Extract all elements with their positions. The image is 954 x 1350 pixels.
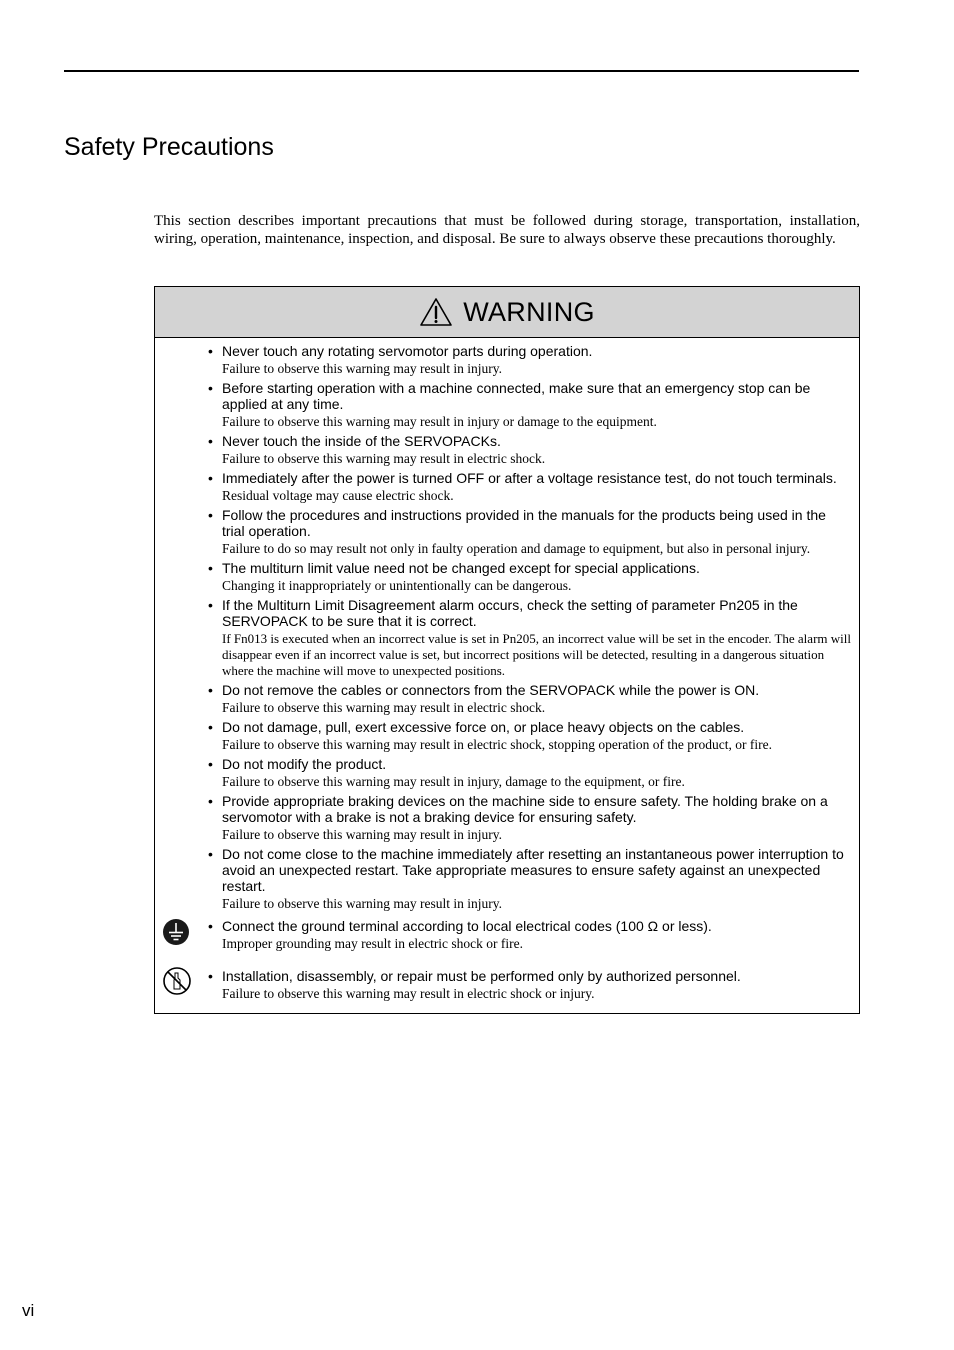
list-item bbox=[155, 597, 851, 679]
list-item bbox=[155, 433, 851, 467]
item-note: Changing it inappropriately or unintentionally can be dangerous. bbox=[222, 578, 572, 593]
item-note: Failure to observe this warning may result in injury. bbox=[222, 827, 502, 842]
warning-title: WARNING bbox=[463, 296, 595, 327]
ground-icon bbox=[162, 918, 190, 946]
list-item bbox=[155, 846, 851, 912]
intro-paragraph: This section describes important precautions that must be followed during storage, transportation, installation, wiring, operation, maintenance, inspection, and disposal. Be sure to always observe these precautions thoroughly. bbox=[154, 213, 860, 247]
item-note: Failure to observe this warning may result in electric shock or injury. bbox=[222, 986, 595, 1001]
list-item bbox=[155, 918, 851, 952]
item-note: If Fn013 is executed when an incorrect value is set in Pn205, an incorrect value will be set in the encoder. The alarm will disappear even if an incorrect value is set, but incorrect positions will be detected, resulting in a dangerous situation where the machine will move to unexpected positions. bbox=[222, 631, 851, 678]
header-rule bbox=[64, 70, 859, 72]
item-note: Improper grounding may result in electric shock or fire. bbox=[222, 936, 524, 951]
list-item bbox=[155, 560, 851, 594]
item-note: Failure to observe this warning may result in injury. bbox=[222, 361, 502, 376]
item-note: Failure to observe this warning may result in injury. bbox=[222, 896, 502, 911]
item-text: • Never touch the inside of the SERVOPACKs. bbox=[222, 433, 851, 449]
item-text: • Provide appropriate braking devices on the machine side to ensure safety. The holding brake on a servomotor with a brake is not a braking device for ensuring safety. bbox=[222, 793, 851, 825]
item-note: Failure to observe this warning may result in injury, damage to the equipment, or fire. bbox=[222, 774, 685, 789]
item-note: Failure to observe this warning may result in electric shock. bbox=[222, 700, 546, 715]
warning-header bbox=[155, 287, 859, 338]
item-text: • Connect the ground terminal according to local electrical codes (100 Ω or less). bbox=[222, 918, 851, 934]
item-text: • Do not come close to the machine immediately after resetting an instantaneous power interruption to avoid an unexpected restart. Take appropriate measures to ensure safety against an unexpected restart. bbox=[222, 846, 851, 894]
item-text: • Do not modify the product. bbox=[222, 756, 851, 772]
list-item bbox=[155, 719, 851, 753]
item-text: • Before starting operation with a machine connected, make sure that an emergency stop can be applied at any time. bbox=[222, 380, 851, 412]
list-item bbox=[155, 380, 851, 430]
item-text: • Do not remove the cables or connectors from the SERVOPACK while the power is ON. bbox=[222, 682, 851, 698]
item-text: • Immediately after the power is turned OFF or after a voltage resistance test, do not touch terminals. bbox=[222, 470, 851, 486]
item-text: • Follow the procedures and instructions provided in the manuals for the products being used in the trial operation. bbox=[222, 507, 851, 539]
item-text: • Never touch any rotating servomotor parts during operation. bbox=[222, 343, 851, 359]
list-item bbox=[155, 507, 851, 557]
page-title: Safety Precautions bbox=[64, 133, 274, 161]
warning-triangle-icon bbox=[419, 297, 453, 327]
list-item bbox=[155, 793, 851, 843]
item-text: • Do not damage, pull, exert excessive force on, or place heavy objects on the cables. bbox=[222, 719, 851, 735]
item-text: • The multiturn limit value need not be changed except for special applications. bbox=[222, 560, 851, 576]
item-note: Failure to observe this warning may result in injury or damage to the equipment. bbox=[222, 414, 657, 429]
item-note: Failure to do so may result not only in faulty operation and damage to equipment, but also in personal injury. bbox=[222, 541, 811, 556]
item-note: Failure to observe this warning may result in electric shock. bbox=[222, 451, 546, 466]
item-note: Residual voltage may cause electric shock. bbox=[222, 488, 454, 503]
warning-body bbox=[155, 338, 859, 1013]
list-item bbox=[155, 470, 851, 504]
no-disassembly-icon bbox=[162, 966, 192, 996]
page-number: vi bbox=[22, 1301, 35, 1320]
item-text: • If the Multiturn Limit Disagreement alarm occurs, check the setting of parameter Pn205 in the SERVOPACK to be sure that it is correct. bbox=[222, 597, 851, 629]
warning-box bbox=[154, 286, 860, 1014]
list-item bbox=[155, 968, 851, 1002]
item-text: • Installation, disassembly, or repair must be performed only by authorized personnel. bbox=[222, 968, 851, 984]
item-note: Failure to observe this warning may result in electric shock, stopping operation of the product, or fire. bbox=[222, 737, 772, 752]
list-item bbox=[155, 682, 851, 716]
list-item bbox=[155, 756, 851, 790]
list-item bbox=[155, 343, 851, 377]
